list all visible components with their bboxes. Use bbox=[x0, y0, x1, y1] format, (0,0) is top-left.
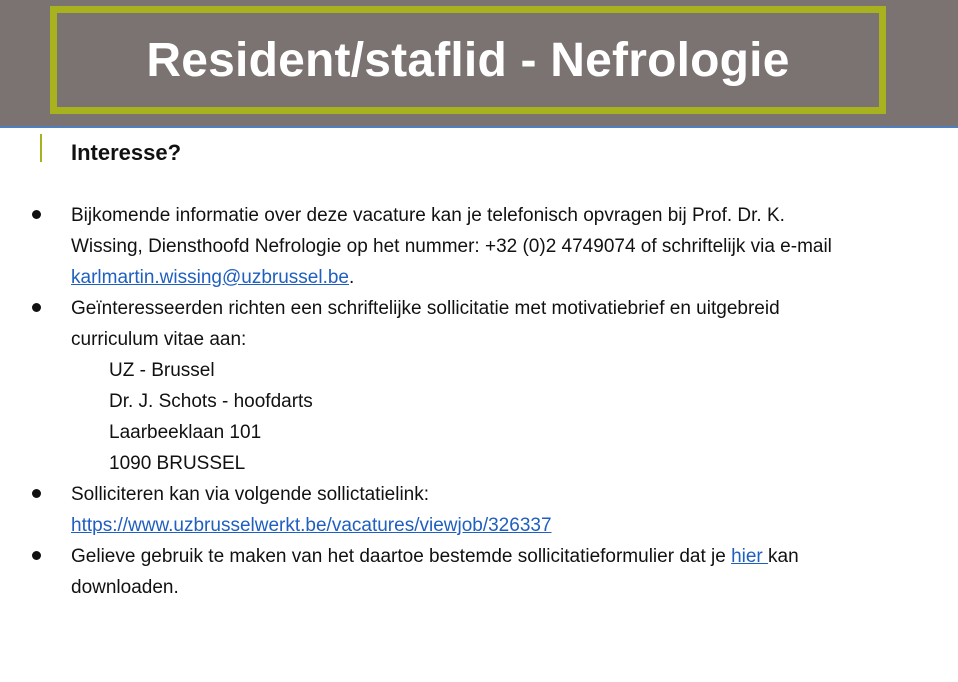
application-url-link[interactable]: https://www.uzbrusselwerkt.be/vacatures/viewjob/326337 bbox=[71, 515, 552, 536]
text-line: Bijkomende informatie over deze vacature kan je telefonisch opvragen bij Prof. Dr. K. bbox=[71, 205, 785, 226]
list-item-contact bbox=[0, 200, 951, 293]
text-line: Wissing, Diensthoofd Nefrologie op het nummer: +32 (0)2 4749074 of schriftelijk via e-mail bbox=[71, 236, 832, 257]
section-heading: Interesse? bbox=[71, 140, 182, 165]
title-frame bbox=[50, 6, 886, 114]
text-line: Solliciteren kan via volgende sollictatielink: bbox=[71, 484, 430, 505]
text-line bbox=[71, 541, 951, 572]
list-item-form bbox=[0, 541, 951, 603]
address-line: Dr. J. Schots - hoofdarts bbox=[109, 391, 313, 412]
list-item-application bbox=[0, 293, 951, 479]
bullet-icon bbox=[32, 210, 41, 219]
bullet-icon bbox=[32, 551, 41, 560]
bullet-icon bbox=[32, 303, 41, 312]
text-line: curriculum vitae aan: bbox=[71, 329, 247, 350]
text-line: downloaden. bbox=[71, 577, 179, 598]
address-line: 1090 BRUSSEL bbox=[109, 453, 246, 474]
text-line bbox=[71, 510, 951, 541]
bullet-list bbox=[0, 200, 958, 603]
title-banner bbox=[0, 0, 958, 128]
bullet-icon bbox=[32, 489, 41, 498]
text-after-link: kan bbox=[768, 546, 799, 567]
email-link[interactable]: karlmartin.wissing@uzbrussel.be bbox=[71, 267, 349, 288]
text-line: Geïnteresseerden richten een schriftelijke sollicitatie met motivatiebrief en uitgebreid bbox=[71, 298, 780, 319]
text-before-link: Gelieve gebruik te maken van het daartoe bestemde sollicitatieformulier dat je bbox=[71, 546, 732, 567]
list-item-apply-link bbox=[0, 479, 951, 541]
email-suffix: . bbox=[349, 267, 355, 288]
address-line: Laarbeeklaan 101 bbox=[109, 422, 262, 443]
text-line bbox=[71, 262, 951, 293]
form-download-link[interactable]: hier bbox=[731, 546, 769, 567]
address-line: UZ - Brussel bbox=[109, 360, 215, 381]
heading-accent-bar bbox=[40, 134, 42, 162]
page-title: Resident/staflid - Nefrologie bbox=[146, 33, 790, 87]
